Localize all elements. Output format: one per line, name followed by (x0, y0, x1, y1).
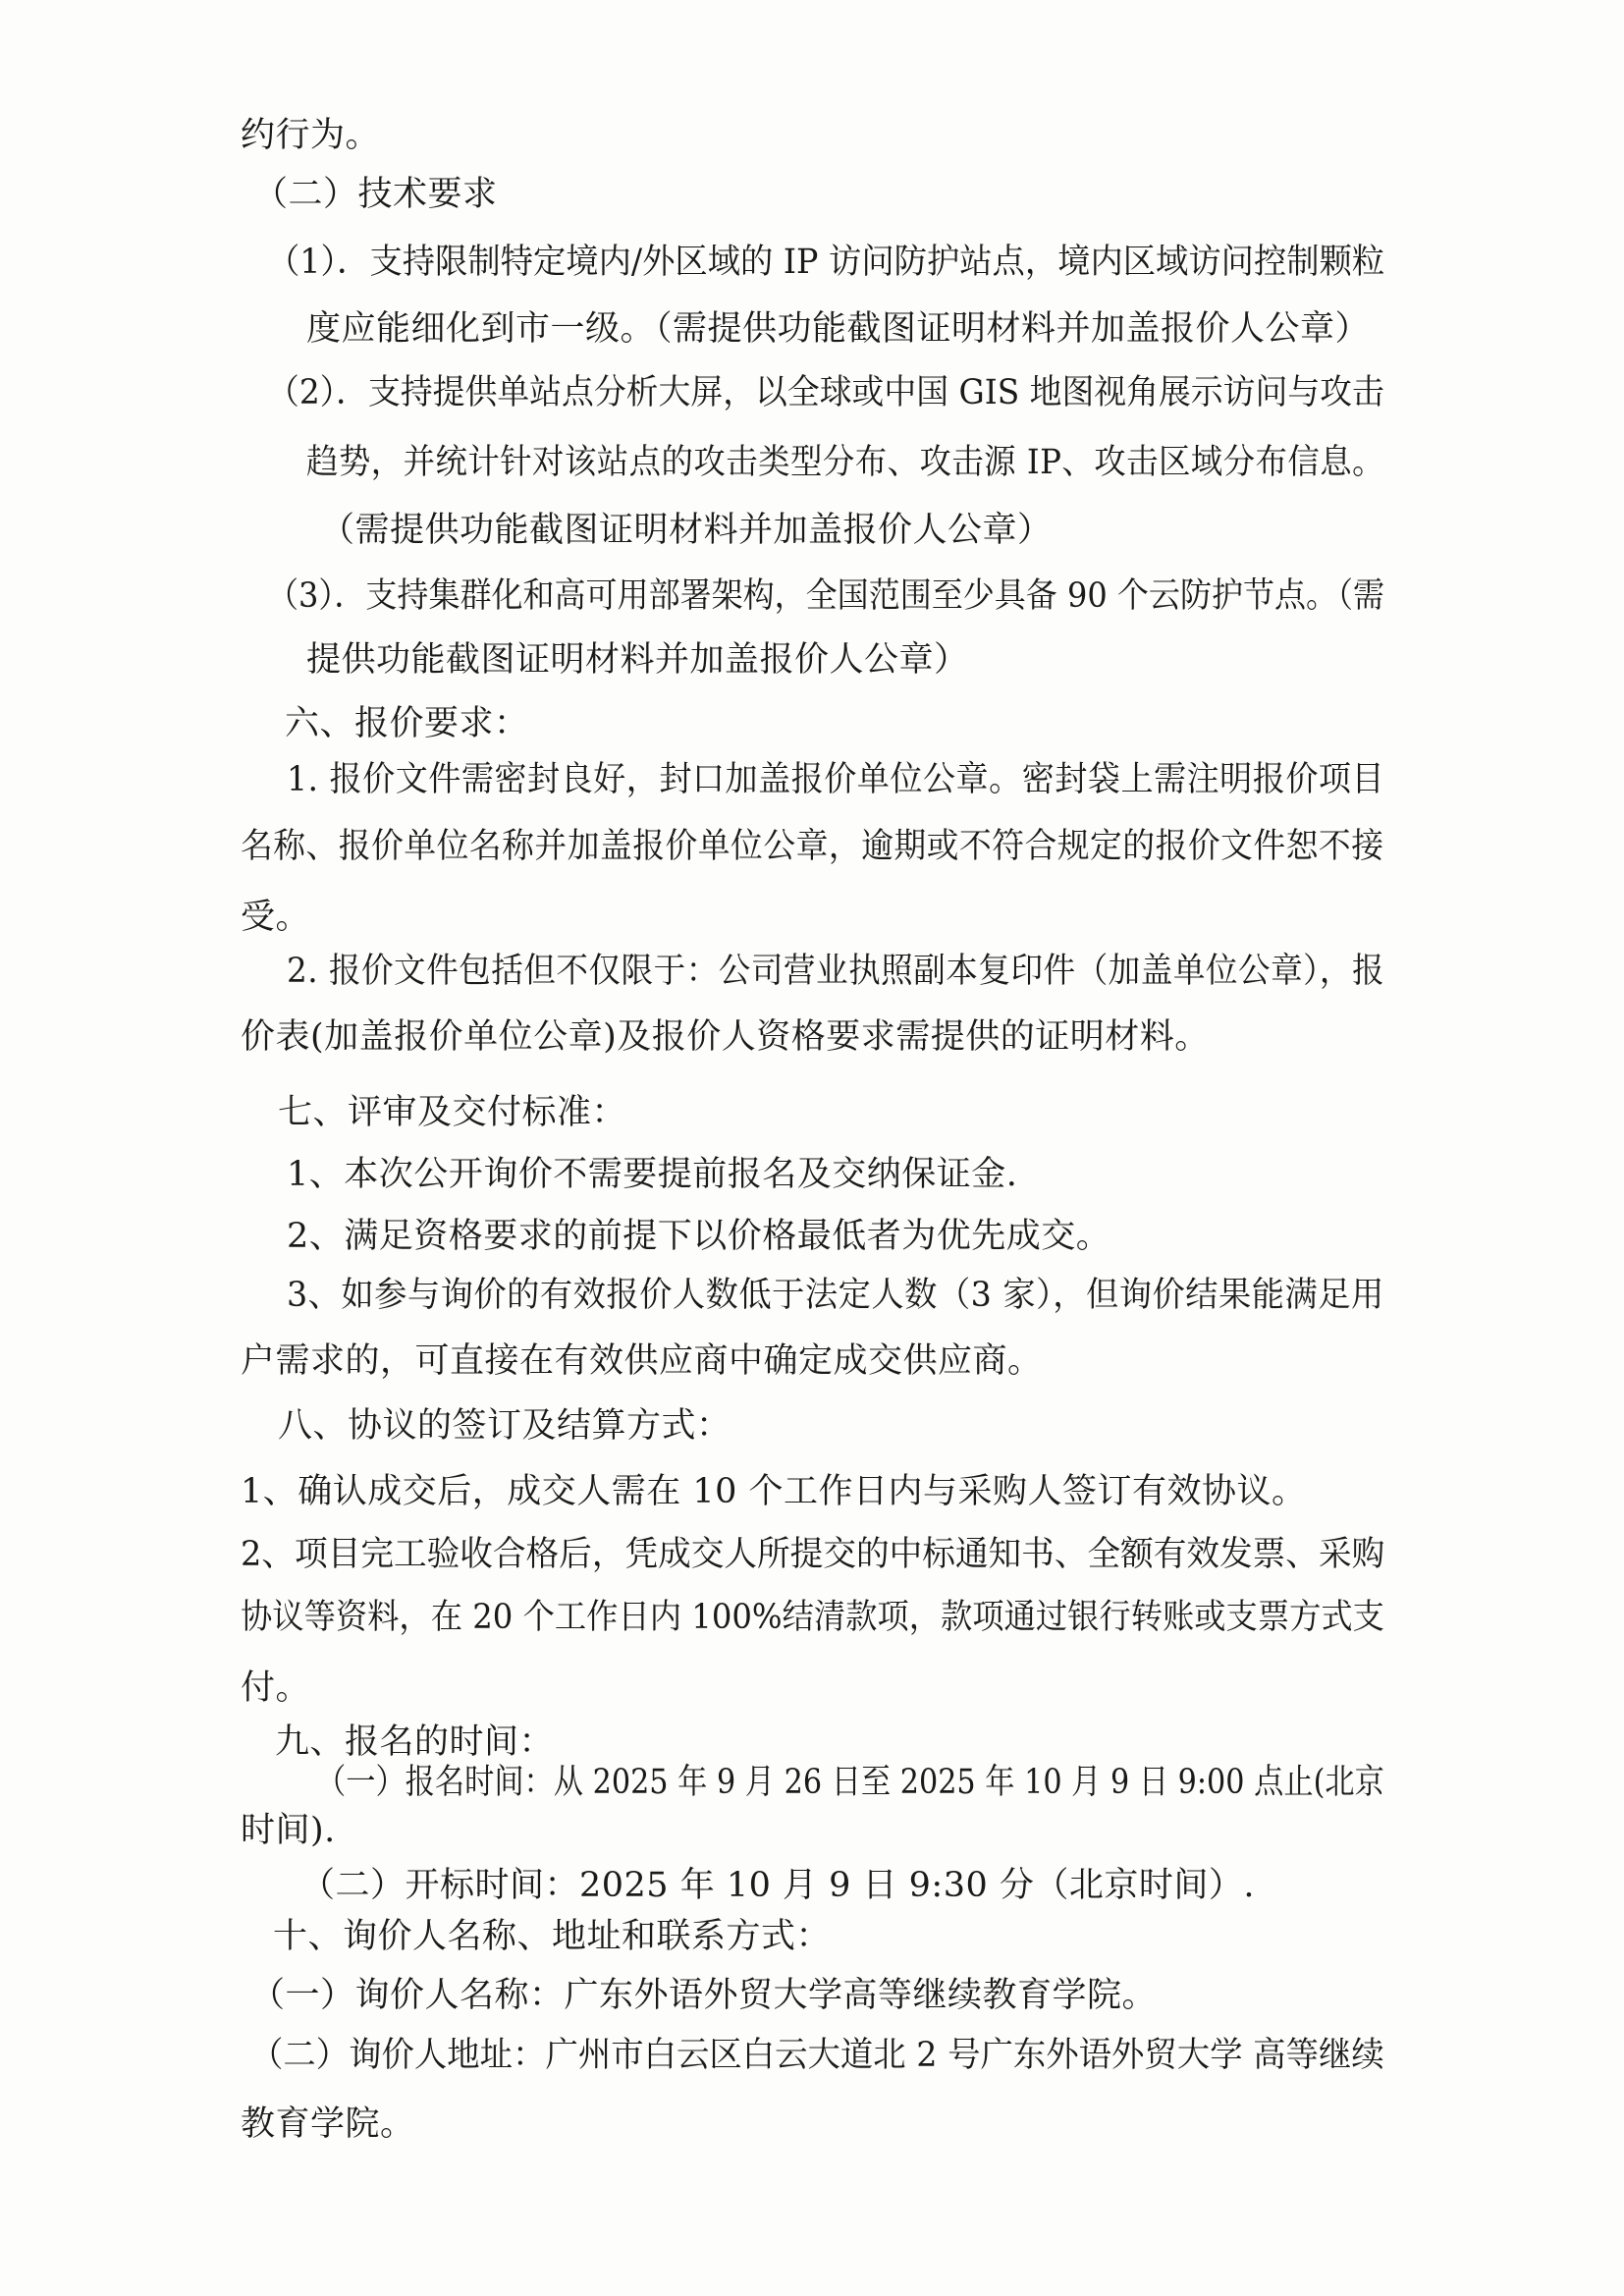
text-line: 价表(加盖报价单位公章)及报价人资格要求需提供的证明材料。 (241, 1017, 1210, 1057)
text-line: （二）开标时间：2025 年 10 月 9 日 9:30 分（北京时间）. (300, 1866, 1255, 1905)
text-line: 名称、报价单位名称并加盖报价单位公章，逾期或不符合规定的报价文件恕不接 (241, 827, 1384, 866)
text-line: 提供功能截图证明材料并加盖报价人公章） (306, 640, 969, 680)
text-line: 2、满足资格要求的前提下以价格最低者为优先成交。 (287, 1217, 1111, 1256)
text-line: 受。 (241, 898, 311, 937)
text-line: 时间). (241, 1811, 336, 1850)
section-heading: 十、询价人名称、地址和联系方式： (273, 1917, 832, 1956)
text-line: （3）．支持集群化和高可用部署架构，全国范围至少具备 90 个云防护节点。（需 (267, 576, 1385, 616)
section-heading: （二）技术要求 (253, 175, 498, 214)
section-heading: 八、协议的签订及结算方式： (278, 1406, 731, 1446)
text-line: 度应能细化到市一级。（需提供功能截图证明材料并加盖报价人公章） (306, 309, 1371, 349)
text-line: （一）报名时间：从 2025 年 9 月 26 日至 2025 年 10 月 9 日 9:00 点止(北京 (316, 1763, 1384, 1802)
text-line: 约行为。 (241, 116, 381, 155)
text-line: 2. 报价文件包括但不仅限于：公司营业执照副本复印件（加盖单位公章），报 (287, 952, 1385, 991)
text-line: 3、如参与询价的有效报价人数低于法定人数（3 家），但询价结果能满足用 (287, 1276, 1384, 1315)
text-line: （1）．支持限制特定境内/外区域的 IP 访问防护站点，境内区域访问控制颗粒 (267, 243, 1385, 282)
section-heading: 六、报价要求： (285, 704, 529, 743)
text-line: 趋势，并统计针对该站点的攻击类型分布、攻击源 IP、攻击区域分布信息。 (306, 443, 1385, 482)
text-line: （2）．支持提供单站点分析大屏，以全球或中国 GIS 地图视角展示访问与攻击 (267, 373, 1384, 412)
text-line: 协议等资料，在 20 个工作日内 100%结清款项，款项通过银行转账或支票方式支 (241, 1598, 1384, 1637)
text-line: 1、本次公开询价不需要提前报名及交纳保证金. (287, 1155, 1018, 1194)
text-line: 2、项目完工验收合格后，凭成交人所提交的中标通知书、全额有效发票、采购 (241, 1535, 1385, 1574)
text-line: （一）询价人名称：广东外语外贸大学高等继续教育学院。 (250, 1976, 1158, 2015)
text-line: 1. 报价文件需密封良好，封口加盖报价单位公章。密封袋上需注明报价项目 (287, 760, 1385, 799)
text-line: 教育学院。 (241, 2105, 415, 2144)
text-line: 1、确认成交后，成交人需在 10 个工作日内与采购人签订有效协议。 (241, 1472, 1307, 1511)
section-heading: 九、报名的时间： (275, 1722, 555, 1762)
text-line: 付。 (241, 1668, 311, 1708)
text-line: （需提供功能截图证明材料并加盖报价人公章） (320, 511, 1053, 550)
text-line: （二）询价人地址：广州市白云区白云大道北 2 号广东外语外贸大学 高等继续 (250, 2036, 1384, 2075)
text-line: 户需求的，可直接在有效供应商中确定成交供应商。 (241, 1341, 1043, 1381)
section-heading: 七、评审及交付标准： (278, 1093, 627, 1132)
